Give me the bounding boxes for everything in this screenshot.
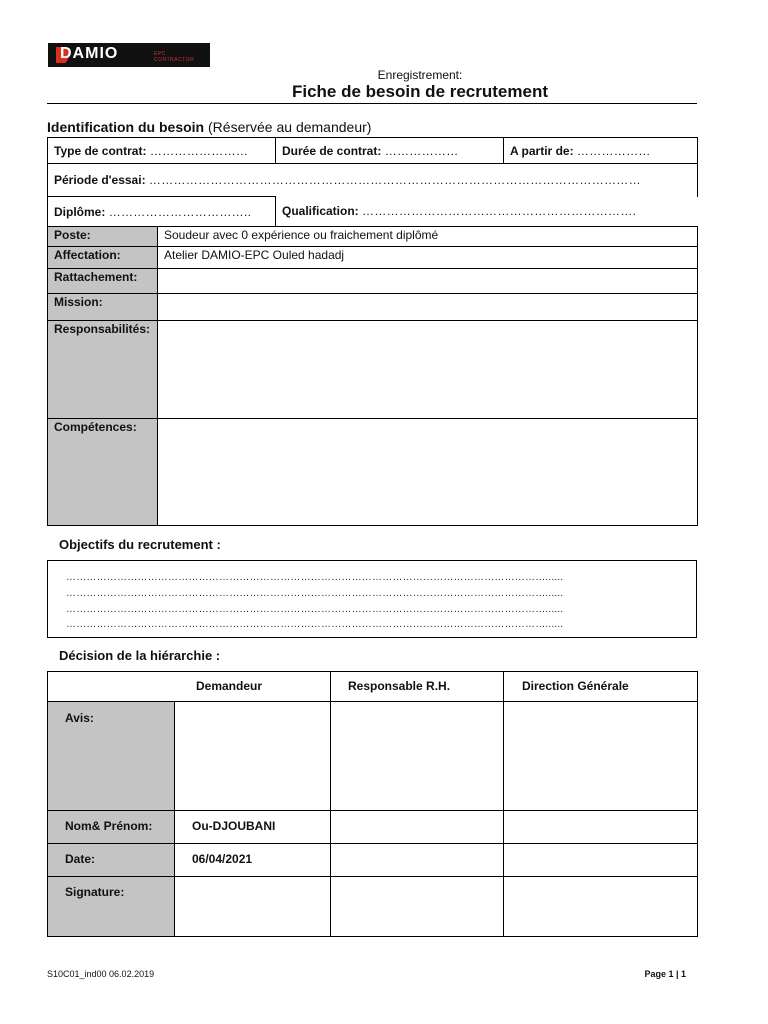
objectifs-line[interactable]: ……………………………………………………………………………………………………………………………......: [66, 619, 564, 630]
signature-demandeur-field[interactable]: [175, 877, 331, 937]
logo-wordmark: DAMIO: [60, 45, 119, 62]
a-partir-field[interactable]: ………………: [576, 144, 651, 158]
responsabilites-label: Responsabilités:: [48, 321, 158, 419]
duree-contrat-field[interactable]: ………………: [384, 144, 459, 158]
qualification-cell: [275, 196, 697, 226]
diplome-label: Diplôme:: [54, 205, 106, 219]
signature-rh-field[interactable]: [331, 877, 504, 937]
logo-tagline: EPC CONTRACTOR: [154, 51, 195, 63]
type-contrat-label: Type de contrat:: [54, 144, 147, 158]
objectifs-section-title: Objectifs du recrutement :: [59, 537, 221, 552]
identification-section-title: [47, 119, 371, 135]
poste-label: Poste:: [48, 227, 158, 247]
demandeur-header: Demandeur: [48, 672, 331, 702]
periode-essai-label: Période d'essai:: [54, 173, 146, 187]
objectifs-line[interactable]: ……………………………………………………………………………………………………………………………......: [66, 604, 564, 615]
affectation-label: Affectation:: [48, 247, 158, 269]
footer-reference: S10C01_ind00 06.02.2019: [47, 969, 155, 979]
signature-direction-field[interactable]: [504, 877, 698, 937]
objectifs-line[interactable]: ……………………………………………………………………………………………………………………………......: [66, 572, 564, 583]
signature-label: Signature:: [48, 877, 175, 937]
date-rh-field[interactable]: [331, 844, 504, 877]
avis-demandeur-field[interactable]: [175, 702, 331, 811]
document-title: Fiche de besoin de recrutement: [291, 82, 548, 101]
type-contrat-field[interactable]: ……………………: [149, 144, 249, 158]
footer-page-number: Page 1 | 1: [644, 969, 686, 979]
identification-title-text: Identification du besoin: [47, 119, 205, 135]
diplome-field[interactable]: ……………………………..: [108, 205, 252, 219]
nom-direction-field[interactable]: [504, 811, 698, 844]
type-contrat-cell: [48, 138, 276, 164]
mission-value[interactable]: [158, 294, 698, 321]
duree-contrat-cell: [276, 138, 504, 164]
poste-value[interactable]: Soudeur avec 0 expérience ou fraichement diplômé: [158, 227, 698, 247]
nom-prenom-value[interactable]: Ou-DJOUBANI: [175, 811, 331, 844]
record-label: Enregistrement:: [377, 68, 463, 82]
identification-note: (Réservée au demandeur): [208, 119, 372, 135]
decision-section-title: Décision de la hiérarchie :: [59, 648, 221, 663]
a-partir-cell: [504, 138, 698, 164]
responsable-rh-header: Responsable R.H.: [331, 672, 504, 702]
date-direction-field[interactable]: [504, 844, 698, 877]
decision-table: [47, 671, 698, 937]
company-logo: [48, 43, 210, 67]
direction-generale-header: Direction Générale: [504, 672, 698, 702]
periode-essai-field[interactable]: …………………………………………………………………………………………………………: [148, 173, 641, 187]
competences-label: Compétences:: [48, 419, 158, 526]
nom-prenom-label: Nom& Prénom:: [48, 811, 175, 844]
rattachement-value[interactable]: [158, 269, 698, 294]
periode-essai-cell: [48, 164, 698, 197]
title-divider: [47, 103, 697, 104]
mission-label: Mission:: [48, 294, 158, 321]
date-label: Date:: [48, 844, 175, 877]
objectifs-box: [47, 560, 697, 638]
avis-label: Avis:: [48, 702, 175, 811]
affectation-value[interactable]: Atelier DAMIO-EPC Ouled hadadj: [158, 247, 698, 269]
responsabilites-value[interactable]: [158, 321, 698, 419]
avis-rh-field[interactable]: [331, 702, 504, 811]
competences-value[interactable]: [158, 419, 698, 526]
nom-rh-field[interactable]: [331, 811, 504, 844]
qualification-label: Qualification:: [282, 204, 359, 218]
a-partir-label: A partir de:: [510, 144, 574, 158]
date-value[interactable]: 06/04/2021: [175, 844, 331, 877]
avis-direction-field[interactable]: [504, 702, 698, 811]
rattachement-label: Rattachement:: [48, 269, 158, 294]
objectifs-line[interactable]: ……………………………………………………………………………………………………………………………......: [66, 588, 564, 599]
qualification-field[interactable]: ………………………………………………………….: [362, 204, 637, 218]
duree-contrat-label: Durée de contrat:: [282, 144, 382, 158]
